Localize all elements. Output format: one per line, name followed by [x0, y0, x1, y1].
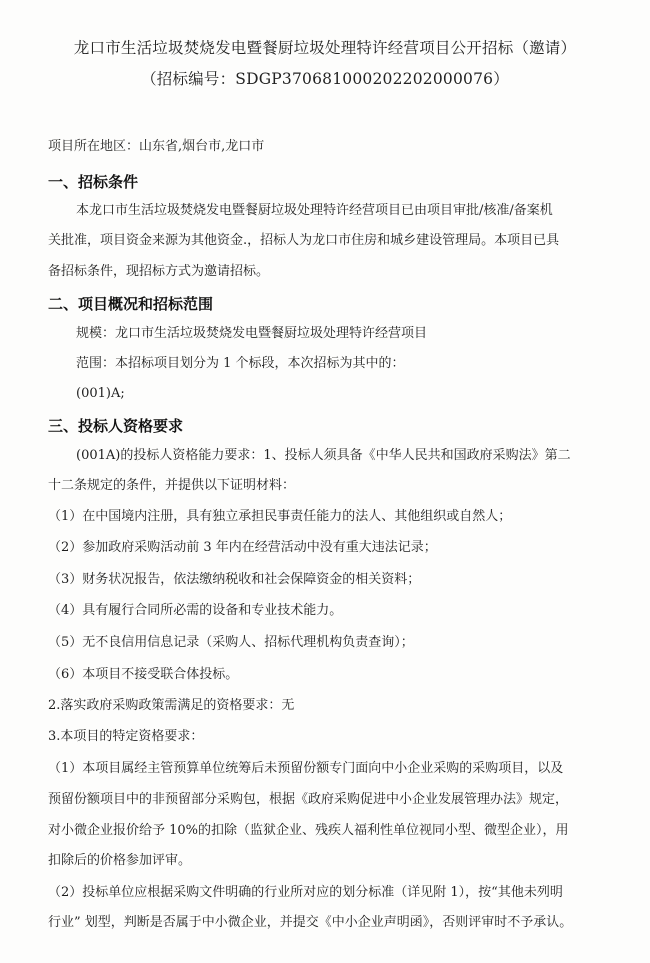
qualification-item: （4）具有履行合同所必需的设备和专业技术能力。: [48, 603, 343, 618]
qualification-item: （5）无不良信用信息记录（采购人、招标代理机构负责查询）；: [48, 635, 414, 650]
special-requirement-line: （1）本项目属经主管预算单位统筹后未预留份额专门面向中小企业采购的采购项目，以及: [48, 761, 564, 776]
project-scale: 规模：龙口市生活垃圾焚烧发电暨餐厨垃圾处理特许经营项目: [76, 326, 428, 341]
section-1-line: 备招标条件，现招标方式为邀请招标。: [48, 264, 270, 279]
policy-requirement: 2.落实政府采购政策需满足的资格要求：无: [48, 698, 295, 713]
special-requirement-line: 对小微企业报价给予 10%的扣除（监狱企业、残疾人福利性单位视同小型、微型企业），用: [48, 823, 569, 838]
section-3-heading: 三、投标人资格要求: [48, 417, 184, 435]
project-scope: 范围：本招标项目划分为 1 个标段，本次招标为其中的：: [76, 356, 405, 371]
special-requirement-heading: 3.本项目的特定资格要求：: [48, 729, 204, 744]
qualification-item: （1）在中国境内注册，具有独立承担民事责任能力的法人、其他组织或自然人；: [48, 509, 512, 524]
special-requirement-line: 行业” 划型，判断是否属于中小微企业，并提交《中小企业声明函》，否则评审时不予承认。: [48, 915, 573, 930]
special-requirement-line: 预留份额项目中的非预留部分采购包，根据《政府采购促进中小企业发展管理办法》规定，: [48, 792, 569, 807]
qualification-item: （6）本项目不接受联合体投标。: [48, 667, 239, 682]
document-title: 龙口市生活垃圾焚烧发电暨餐厨垃圾处理特许经营项目公开招标（邀请）: [73, 39, 577, 57]
section-2-heading: 二、项目概况和招标范围: [48, 295, 214, 313]
project-lot: (001)A;: [76, 386, 125, 401]
section-1-line: 关批准，项目资金来源为其他资金.，招标人为龙口市住房和城乡建设管理局。本项目已具: [48, 233, 560, 248]
project-location: 项目所在地区：山东省,烟台市,龙口市: [48, 139, 265, 154]
qualification-intro: 十二条规定的条件，并提供以下证明材料：: [48, 478, 296, 493]
qualification-intro: (001A)的投标人资格能力要求：1、投标人须具备《中华人民共和国政府采购法》第二: [76, 448, 571, 463]
special-requirement-line: （2）投标单位应根据采购文件明确的行业所对应的划分标准（详见附 1），按“其他未列明: [48, 885, 563, 900]
special-requirement-line: 扣除后的价格参加评审。: [48, 853, 192, 868]
qualification-item: （2）参加政府采购活动前 3 年内在经营活动中没有重大违法记录；: [48, 540, 437, 555]
section-1-heading: 一、招标条件: [48, 173, 139, 191]
section-1-line: 本龙口市生活垃圾焚烧发电暨餐厨垃圾处理特许经营项目已由项目审批/核准/备案机: [76, 203, 553, 218]
qualification-item: （3）财务状况报告，依法缴纳税收和社会保障资金的相关资料；: [48, 572, 421, 587]
tender-number: （招标编号：SDGP370681000202202000076）: [141, 70, 509, 88]
